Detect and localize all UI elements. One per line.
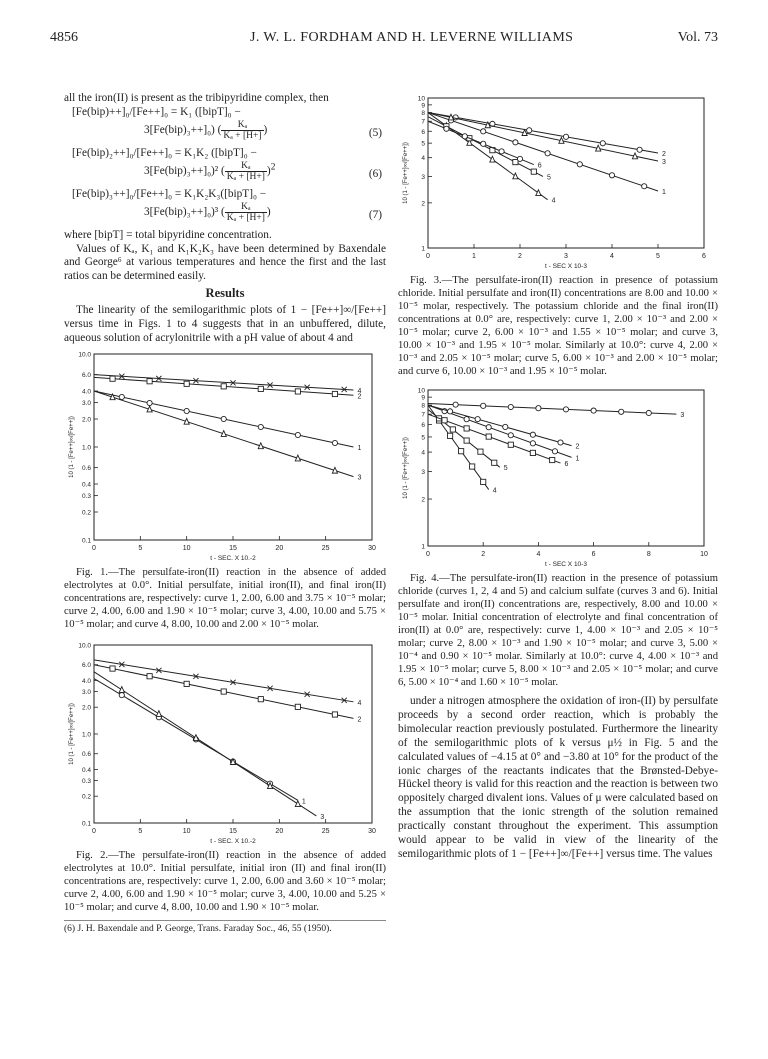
figure-3-caption: Fig. 3.—The persulfate-iron(II) reaction in presence of potassium chloride. Initial persulfate and iron(II) concentrations are 8.00 and 10.00 × 10⁻⁵ molar, respectively. The potassium chloride and the final iron(II) concentrations at 0.0° are, respectively: curve 1, 2.00 × 10⁻³ and 2.00 × 10⁻⁵ molar; curve 2, 6.00 × 10⁻³ and 1.55 × 10⁻⁵ molar; and curve 3, 10.00 × 10⁻³ and 1.95 × 10⁻⁵ molar. Similarly at 10.0°: curve 4, 2.00 × 10⁻³ and 2.05 × 10⁻⁵ molar; curve 5, 6.00 × 10⁻³ and 2.00 × 10⁻⁵ molar; and curve 6, 10.00 × 10⁻³ and 1.95 × 10⁻⁵ molar. (398, 275, 718, 377)
y-tick-label: 3 (421, 469, 425, 477)
data-point (530, 432, 535, 437)
y-tick-label: 6.0 (81, 372, 91, 380)
eq6-fraction: $\frac{\text{Kₐ}}{\text{Kₐ + [H+]}}$ (226, 160, 265, 182)
x-tick-label: 10 (182, 827, 191, 835)
y-tick-label: 2 (421, 200, 425, 208)
eq7-term: 3[Fe(bip)₃++]₀)³ (144, 205, 219, 218)
data-point (450, 427, 455, 432)
y-tick-label: 1.0 (81, 731, 91, 739)
x-tick-label: 4 (610, 253, 614, 260)
series-label-2: 2 (575, 443, 580, 451)
x-tick-label: 6 (702, 253, 706, 260)
x-tick-label: 25 (321, 827, 330, 835)
y-tick-label: 7 (421, 118, 425, 126)
y-tick-label: 2.0 (81, 416, 91, 424)
y-tick-label: 1 (421, 245, 425, 253)
series-label-4: 4 (492, 487, 497, 495)
figure-1-plot (64, 348, 386, 566)
data-point (147, 400, 152, 405)
x-tick-label: 6 (591, 551, 596, 558)
data-point (110, 376, 115, 381)
figure-1-caption: Fig. 1.—The persulfate-iron(II) reaction in the absence of added electrolytes at 0.0°. Initial persulfate, initial iron(II), and final iron(II) concentrations are, respectively: curve 1, 2.00, 6.00 and 3.75 × 10⁻⁵ molar; curve 2, 4.00, 6.00 and 1.90 × 10⁻⁵ molar; curve 3, 4.00, 10.00 and 5.75 × 10⁻⁵ molar; and curve 4, 8.00, 10.00 and 2.00 × 10⁻⁵ molar. (64, 566, 386, 630)
data-point (295, 432, 300, 437)
results-paragraph: The linearity of the semilogarithmic plots of 1 − [Fe++]∞/[Fe++] versus time in Figs. 1 to 4 suggests that in an unbuffered, dilute, aqueous solution of acrylonitrile with a pH value of about 4 and (64, 304, 386, 344)
data-point (119, 686, 124, 692)
y-tick-label: 4 (421, 449, 425, 457)
y-tick-label: 2.0 (81, 704, 91, 712)
intro-text: all the iron(II) is present as the tribipyridine complex, then (64, 92, 329, 104)
data-point (536, 406, 541, 411)
data-point (609, 173, 614, 178)
data-point (646, 410, 651, 415)
y-tick-label: 3.0 (81, 688, 91, 696)
data-point (481, 403, 486, 408)
series-label-5: 5 (547, 174, 551, 182)
series-label-1: 1 (662, 188, 666, 196)
x-tick-label: 15 (229, 827, 237, 835)
figure-4-plot (398, 384, 718, 572)
data-point (447, 409, 452, 414)
y-tick-label: 7 (421, 411, 425, 419)
data-point (464, 438, 469, 443)
series-label-3: 3 (357, 474, 362, 482)
series-line-3 (94, 672, 316, 816)
x-axis-label: t - SEC X 10-3 (545, 561, 587, 568)
data-point (481, 141, 486, 146)
data-point (563, 134, 568, 139)
y-tick-label: 0.1 (81, 537, 91, 545)
y-tick-label: 10.0 (78, 351, 91, 359)
eq6-line1: [Fe(bip)₂++]₀/[Fe++]₀ = K₁K₂ ([bipT]₀ − (72, 146, 257, 159)
data-point (156, 711, 161, 717)
plot-frame (94, 645, 372, 823)
series-label-3: 3 (680, 412, 685, 420)
series-label-6: 6 (537, 162, 542, 170)
footnote: (6) J. H. Baxendale and P. George, Trans. Faraday Soc., 46, 55 (1950). (64, 920, 386, 935)
data-point (503, 424, 508, 429)
data-point (517, 156, 522, 161)
series-label-2: 2 (662, 150, 666, 158)
x-tick-label: 8 (646, 551, 651, 558)
y-axis-label: 10 (1 - [Fe++]∞/[Fe++]) (403, 437, 409, 499)
data-point (459, 449, 464, 454)
data-point (119, 692, 124, 697)
series-line-4 (94, 660, 353, 702)
data-point (295, 704, 300, 709)
x-tick-label: 3 (564, 253, 568, 260)
data-point (637, 147, 642, 152)
x-tick-label: 5 (138, 544, 143, 552)
series-label-1: 1 (357, 444, 362, 452)
data-point (184, 408, 189, 413)
where-text: where [bipT] = total bipyridine concentration. (64, 228, 272, 241)
data-point (110, 666, 115, 671)
data-point (478, 449, 483, 454)
data-point (486, 425, 491, 430)
data-point (513, 140, 518, 145)
x-tick-label: 10 (700, 551, 708, 558)
data-point (600, 141, 605, 146)
left-column (64, 92, 386, 935)
plot-frame (94, 354, 372, 540)
x-tick-label: 2 (481, 551, 486, 558)
eq5-number: (5) (368, 126, 382, 139)
y-tick-label: 0.6 (81, 751, 91, 759)
series-label-6: 6 (564, 461, 569, 469)
y-tick-label: 5 (421, 140, 425, 148)
x-tick-label: 30 (368, 544, 376, 552)
data-point (332, 712, 337, 717)
series-label-3: 3 (662, 159, 666, 167)
y-tick-label: 6.0 (81, 662, 91, 670)
eq7-number: (7) (368, 208, 382, 221)
data-point (258, 386, 263, 391)
y-tick-label: 6 (421, 128, 425, 136)
data-point (221, 416, 226, 421)
x-tick-label: 1 (472, 253, 476, 260)
data-point (464, 426, 469, 431)
series-line-2 (428, 113, 658, 153)
figure-3-plot (398, 92, 718, 274)
x-axis-label: t - SEC. X 10.-2 (210, 837, 256, 845)
x-tick-label: 0 (92, 544, 96, 552)
values-paragraph: Values of Kₐ, K₁ and K₁K₂K₃ have been determined by Baxendale and George⁶ at various temperatures and hence the first and the last ratios can be determined easily. (64, 242, 386, 283)
x-tick-label: 20 (275, 827, 284, 835)
data-point (453, 402, 458, 407)
eq6-exponent: 2 (270, 162, 276, 173)
series-label-4: 4 (551, 197, 556, 205)
x-tick-label: 30 (368, 827, 376, 835)
y-tick-label: 3.0 (81, 400, 91, 408)
series-label-2: 2 (357, 716, 362, 724)
x-tick-label: 15 (229, 544, 237, 552)
data-point (550, 457, 555, 462)
series-label-1: 1 (301, 798, 306, 806)
eq7-fraction: $\frac{\text{Kₐ}}{\text{Kₐ + [H+]}}$ (226, 201, 265, 223)
y-tick-label: 0.6 (81, 465, 91, 473)
y-tick-label: 4 (421, 155, 425, 163)
series-label-4: 4 (357, 699, 362, 707)
x-tick-label: 0 (426, 253, 430, 260)
data-point (642, 184, 647, 189)
y-tick-label: 8 (421, 110, 425, 118)
data-point (508, 404, 513, 409)
data-point (447, 433, 452, 438)
running-authors: J. W. L. FORDHAM AND H. LEVERNE WILLIAMS (250, 30, 574, 45)
y-tick-label: 2 (421, 496, 425, 504)
eq7-line1: [Fe(bip)₃++]₀/[Fe++]₀ = K₁K₂K₃([bipT]₀ − (72, 187, 267, 200)
x-tick-label: 5 (656, 253, 660, 260)
y-tick-label: 0.3 (81, 777, 91, 785)
series-line-3 (428, 403, 676, 414)
series-label-5: 5 (503, 465, 508, 473)
x-tick-label: 4 (536, 551, 541, 558)
y-tick-label: 0.4 (81, 766, 91, 774)
y-tick-label: 0.1 (81, 820, 91, 828)
data-point (481, 479, 486, 484)
x-tick-label: 0 (426, 551, 430, 558)
data-point (258, 424, 263, 429)
series-label-4: 4 (357, 387, 362, 395)
data-point (531, 169, 536, 174)
data-point (558, 440, 563, 445)
data-point (492, 460, 497, 465)
data-point (591, 408, 596, 413)
data-point (513, 160, 518, 165)
y-tick-label: 0.2 (81, 793, 91, 801)
series-line-1 (428, 113, 658, 191)
x-axis-label: t - SEC X 10-3 (545, 263, 587, 270)
figure-4-caption: Fig. 4.—The persulfate-iron(II) reaction in the presence of potassium chloride (curves 1, 2, 4 and 5) and calcium sulfate (curves 3 and 6). Initial persulfate and iron(II) concentrations are, respectively, 8.00 and 10.00 × 10⁻⁵ molar. Initial concentration of electrolyte and final concentration of iron(II) at 0.0° are, respectively: curve 1, 4.00 × 10⁻³ and 2.05 × 10⁻⁵ molar; curve 2, 8.00 × 10⁻³ and 1.90 × 10⁻⁵ molar; and curve 3, 5.00 × 10⁻⁴ and 0.90 × 10⁻⁵ molar. Similarly at 10.0°: curve 4, 4.00 × 10⁻³ and 1.95 × 10⁻⁵ molar; curve 5, 8.00 × 10⁻³ and 2.05 × 10⁻⁵ molar; and curve 6, 5.00 × 10⁻⁴ and 1.60 × 10⁻⁵ molar. (398, 573, 718, 688)
y-tick-label: 3 (421, 173, 425, 181)
data-point (545, 151, 550, 156)
data-point (147, 379, 152, 384)
eq7-line2: 3[Fe(bip)₃++]₀)³ ( $\frac{\text{Kₐ}}{\text{Kₐ + [H+]}}$ ) (7) (144, 201, 382, 223)
data-point (221, 384, 226, 389)
volume-label: Vol. 73 (677, 30, 718, 45)
page-number: 4856 (50, 30, 78, 45)
page-header (50, 30, 718, 50)
x-tick-label: 5 (138, 827, 143, 835)
eq5-fraction: $\frac{\text{Kₐ}}{\text{Kₐ + [H+]}}$ (223, 119, 262, 141)
data-point (486, 434, 491, 439)
data-point (552, 449, 557, 454)
data-point (295, 389, 300, 394)
x-tick-label: 2 (518, 253, 522, 260)
y-tick-label: 6 (421, 422, 425, 430)
data-point (508, 442, 513, 447)
y-tick-label: 5 (421, 434, 425, 442)
y-tick-label: 4.0 (81, 677, 91, 685)
x-axis-label: t - SEC. X 10.-2 (210, 554, 256, 562)
right-column (398, 92, 718, 862)
data-point (332, 440, 337, 445)
y-tick-label: 10 (417, 95, 425, 103)
results-heading: Results (205, 286, 245, 301)
y-axis-label: 10 (1 - [Fe++]∞/[Fe++]) (69, 703, 75, 765)
data-point (536, 190, 541, 196)
data-point (258, 696, 263, 701)
data-point (490, 156, 495, 162)
data-point (470, 464, 475, 469)
data-point (499, 149, 504, 154)
eq6-number: (6) (368, 167, 382, 180)
y-tick-label: 10.0 (78, 642, 91, 650)
series-label-1: 1 (575, 455, 580, 463)
y-tick-label: 10 (417, 387, 425, 395)
series-label-2: 2 (357, 393, 362, 401)
y-tick-label: 0.4 (81, 481, 91, 489)
data-point (563, 407, 568, 412)
x-tick-label: 20 (275, 544, 284, 552)
data-point (527, 128, 532, 133)
eq5-term: 3[Fe(bip)₃++]₀) (144, 123, 215, 136)
data-point (444, 126, 449, 131)
data-point (147, 674, 152, 679)
y-tick-label: 1.0 (81, 444, 91, 452)
x-tick-label: 10 (182, 544, 191, 552)
figure-2-plot (64, 639, 386, 849)
x-tick-label: 0 (92, 827, 96, 835)
body-paragraph: under a nitrogen atmosphere the oxidation of iron-(II) by persulfate proceeds by a second order reaction, which is probably the bimolecular reaction previously postulated. Furthermore the linearity of the semilogarithmic plots of k versus μ½ in Fig. 5 and the calculated values of −4.15 at 0° and −3.80 at 10° for the product of the ionic charges of the reactants indicates that the Brønsted-Debye-Hückel theory is valid for this reaction and the reaction is between two oppositely charged divalent ions. Values of μ were calculated based on the assumption that the ionic strength of the solution remained practically constant throughout the experiment. This assumption would appear to be valid in view of the linearity of the semilogarithmic plots of 1 − [Fe++]∞/[Fe++] versus time. The values (398, 695, 718, 860)
data-point (481, 129, 486, 134)
y-tick-label: 9 (421, 102, 425, 110)
data-point (619, 409, 624, 414)
data-point (508, 433, 513, 438)
y-tick-label: 4.0 (81, 388, 91, 396)
data-point (530, 441, 535, 446)
data-point (577, 162, 582, 167)
y-tick-label: 0.3 (81, 493, 91, 501)
plot-frame (428, 98, 704, 248)
eq6-term: 3[Fe(bip)₃++]₀)² (144, 164, 219, 177)
y-tick-label: 8 (421, 402, 425, 410)
data-point (513, 173, 518, 179)
y-tick-label: 0.2 (81, 509, 91, 517)
data-point (295, 801, 300, 807)
y-axis-label: 10 (1 - [Fe++]∞/[Fe++]) (69, 416, 75, 478)
data-point (464, 417, 469, 422)
y-tick-label: 1 (421, 543, 425, 551)
data-point (442, 418, 447, 423)
x-tick-label: 25 (321, 544, 330, 552)
figure-2-caption: Fig. 2.—The persulfate-iron(II) reaction in the absence of added electrolytes at 10.0°. Initial persulfate, initial iron (II) and final iron(II) concentrations are, respectively: curve 1, 2.00, 6.00 and 3.60 × 10⁻⁵ molar; curve 2, 4.00, 6.00 and 1.90 × 10⁻⁵ molar; curve 3, 4.00, 10.00 and 5.25 × 10⁻⁵ molar; and curve 4, 8.00, 10.00 and 1.90 × 10⁻⁵ molar. (64, 849, 386, 913)
data-point (184, 381, 189, 386)
data-point (530, 450, 535, 455)
series-label-3: 3 (320, 813, 325, 821)
data-point (221, 689, 226, 694)
eq6-line2: 3[Fe(bip)₃++]₀)² ( $\frac{\text{Kₐ}}{\text{Kₐ + [H+]}}$ )$^2$ (6) (144, 160, 382, 182)
data-point (332, 391, 337, 396)
data-point (475, 417, 480, 422)
data-point (462, 134, 467, 139)
eq5-line1: [Fe(bip)++]₀/[Fe++]₀ = K₁ ([bipT]₀ − (72, 105, 241, 118)
data-point (184, 681, 189, 686)
y-axis-label: 10 (1 - [Fe++]∞/[Fe++]) (403, 142, 409, 204)
data-point (119, 394, 124, 399)
eq5-line2: 3[Fe(bip)₃++]₀) ( $\frac{\text{Kₐ}}{\text{Kₐ + [H+]}}$ ) (5) (144, 119, 382, 141)
y-tick-label: 9 (421, 394, 425, 402)
